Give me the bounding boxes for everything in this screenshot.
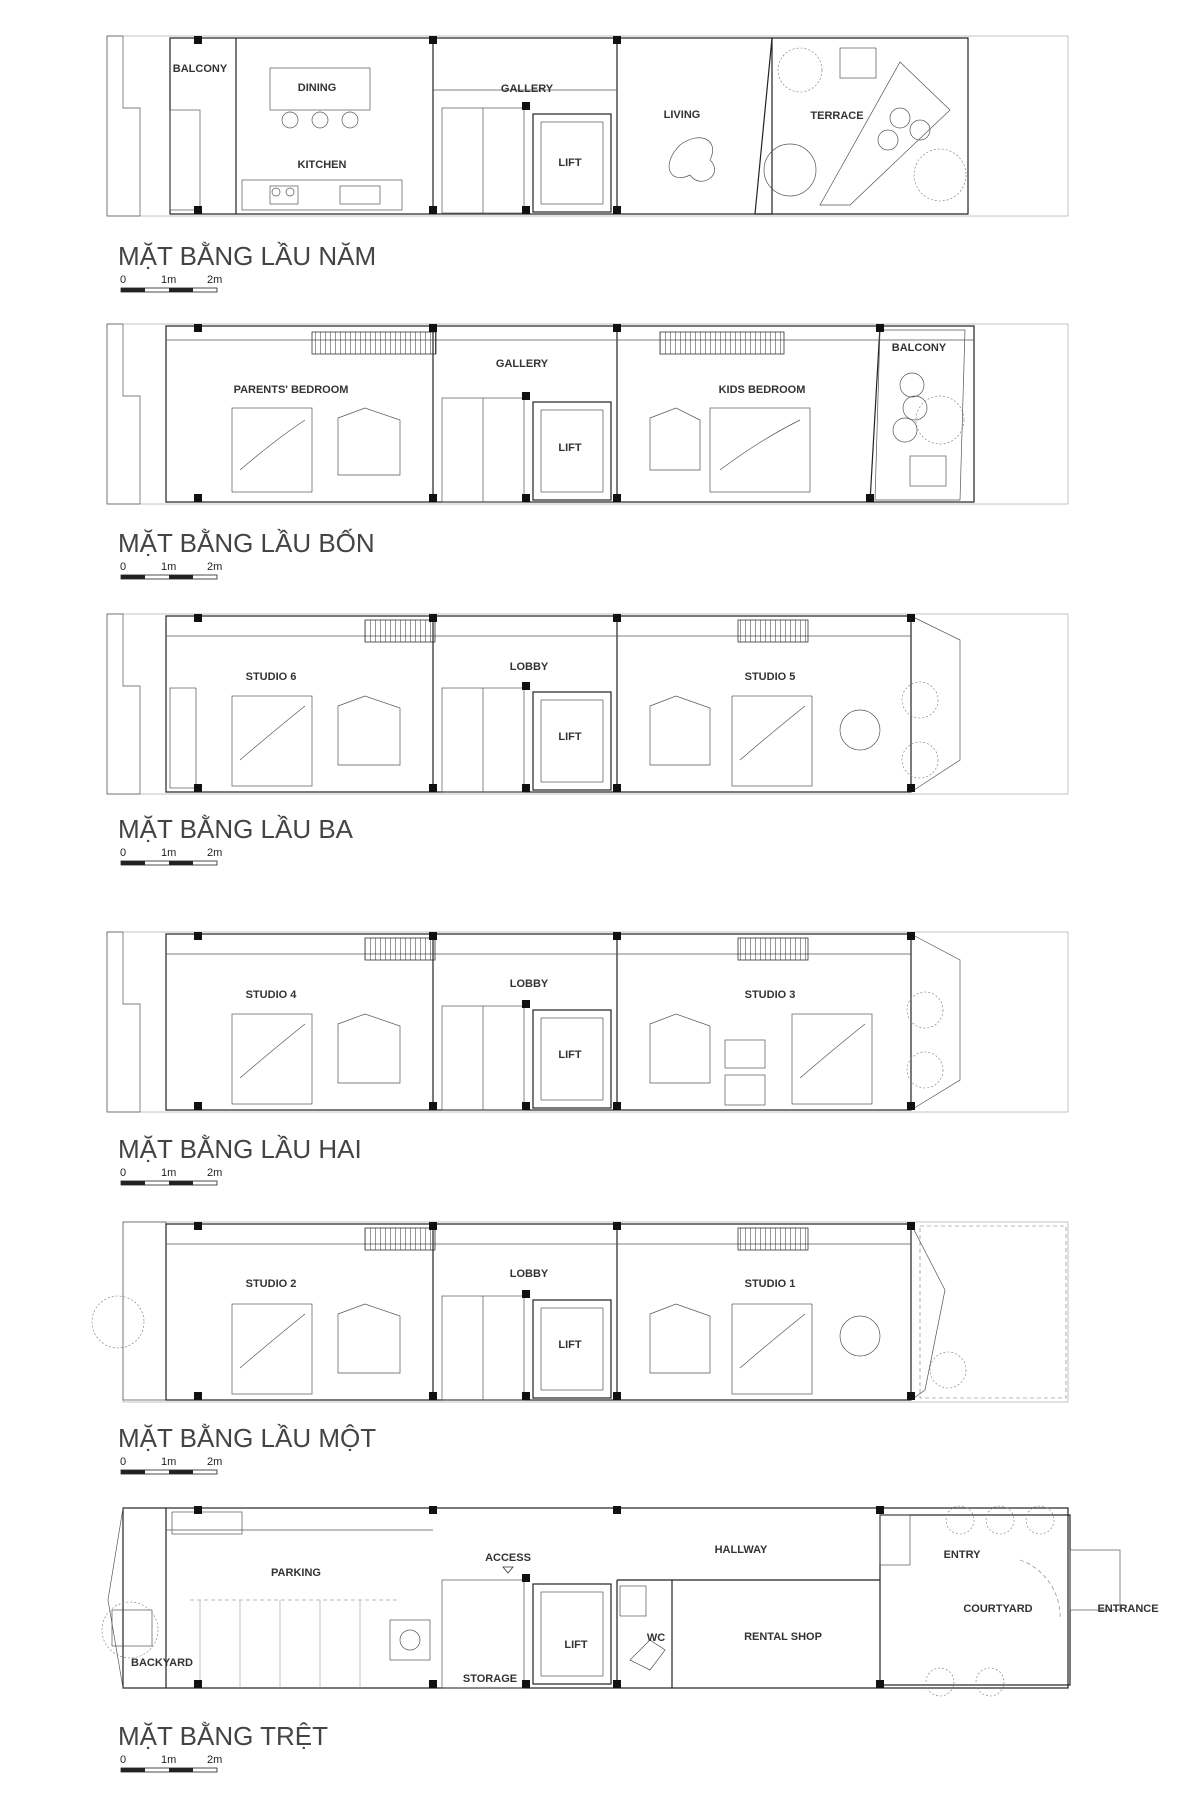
room-label-entrance: ENTRANCE xyxy=(1097,1603,1159,1615)
room-label-lift: LIFT xyxy=(564,1639,588,1651)
room-label-living: LIVING xyxy=(663,109,701,121)
plan-tret xyxy=(102,1506,1159,1772)
room-label-balcony: BALCONY xyxy=(891,342,947,354)
scale-bar xyxy=(120,1456,222,1474)
scale-bar xyxy=(120,847,222,865)
room-label-dining: DINING xyxy=(297,82,337,94)
scale-label: 0 xyxy=(120,274,127,286)
room-label-lift: LIFT xyxy=(558,1339,582,1351)
room-label-lobby: LOBBY xyxy=(509,1268,549,1280)
scale-label: 0 xyxy=(120,1754,127,1766)
room-label-kids-bedroom: KIDS BEDROOM xyxy=(718,384,806,396)
room-label-wc: WC xyxy=(646,1632,666,1644)
plan-lau-mot xyxy=(92,1222,1068,1474)
scale-label: 0 xyxy=(120,1456,127,1468)
plan-lau-bon xyxy=(107,324,1068,579)
room-label-terrace: TERRACE xyxy=(810,110,864,122)
room-label-parents-bedroom: PARENTS' BEDROOM xyxy=(233,384,349,396)
room-label-parking: PARKING xyxy=(271,1567,321,1579)
room-label-gallery: GALLERY xyxy=(495,358,549,370)
scale-label: 2m xyxy=(207,274,223,286)
room-label-storage: STORAGE xyxy=(462,1673,518,1685)
room-label-rental-shop: RENTAL SHOP xyxy=(744,1631,822,1643)
room-label-balcony: BALCONY xyxy=(172,63,228,75)
room-label-entry: ENTRY xyxy=(943,1549,981,1561)
room-label-lobby: LOBBY xyxy=(509,661,549,673)
scale-label: 0 xyxy=(120,847,127,859)
scale-label: 0 xyxy=(120,1167,127,1179)
scale-bar xyxy=(120,1754,222,1772)
room-label-courtyard: COURTYARD xyxy=(963,1603,1033,1615)
room-label-lift: LIFT xyxy=(558,731,582,743)
scale-label: 2m xyxy=(207,1167,223,1179)
room-label-access: ACCESS xyxy=(485,1552,531,1564)
scale-label: 1m xyxy=(161,1754,177,1766)
scale-label: 1m xyxy=(161,1167,177,1179)
scale-label: 2m xyxy=(207,847,223,859)
scale-label: 2m xyxy=(207,1754,223,1766)
plan-title: MẶT BẰNG LẦU MỘT xyxy=(118,1423,377,1453)
scale-label: 2m xyxy=(207,1456,223,1468)
access-arrow-icon xyxy=(503,1567,513,1573)
room-label-studio-4: STUDIO 4 xyxy=(245,989,297,1001)
plan-title: MẶT BẰNG LẦU BỐN xyxy=(118,528,375,558)
scale-bar xyxy=(120,561,222,579)
room-label-lobby: LOBBY xyxy=(509,978,549,990)
room-label-backyard: BACKYARD xyxy=(131,1657,193,1669)
plan-title: MẶT BẰNG LẦU BA xyxy=(118,814,354,844)
scale-label: 1m xyxy=(161,847,177,859)
plan-title: MẶT BẰNG TRỆT xyxy=(118,1721,328,1751)
plan-lau-nam xyxy=(107,36,1068,292)
room-label-lift: LIFT xyxy=(558,1049,582,1061)
room-label-studio-6: STUDIO 6 xyxy=(245,671,297,683)
scale-label: 1m xyxy=(161,1456,177,1468)
scale-label: 2m xyxy=(207,561,223,573)
room-label-studio-1: STUDIO 1 xyxy=(744,1278,796,1290)
plan-lau-hai xyxy=(107,932,1068,1185)
plan-title: MẶT BẰNG LẦU NĂM xyxy=(118,241,377,271)
room-label-gallery: GALLERY xyxy=(500,83,554,95)
room-label-lift: LIFT xyxy=(558,157,582,169)
room-label-kitchen: KITCHEN xyxy=(297,159,347,171)
scale-bar xyxy=(120,274,222,292)
room-label-lift: LIFT xyxy=(558,442,582,454)
room-label-studio-2: STUDIO 2 xyxy=(245,1278,297,1290)
scale-label: 1m xyxy=(161,274,177,286)
plan-title: MẶT BẰNG LẦU HAI xyxy=(118,1134,362,1164)
room-label-studio-3: STUDIO 3 xyxy=(744,989,796,1001)
plan-lau-ba xyxy=(107,614,1068,865)
room-label-hallway: HALLWAY xyxy=(714,1544,768,1556)
scale-bar xyxy=(120,1167,222,1185)
room-label-studio-5: STUDIO 5 xyxy=(744,671,796,683)
scale-label: 1m xyxy=(161,561,177,573)
scale-label: 0 xyxy=(120,561,127,573)
